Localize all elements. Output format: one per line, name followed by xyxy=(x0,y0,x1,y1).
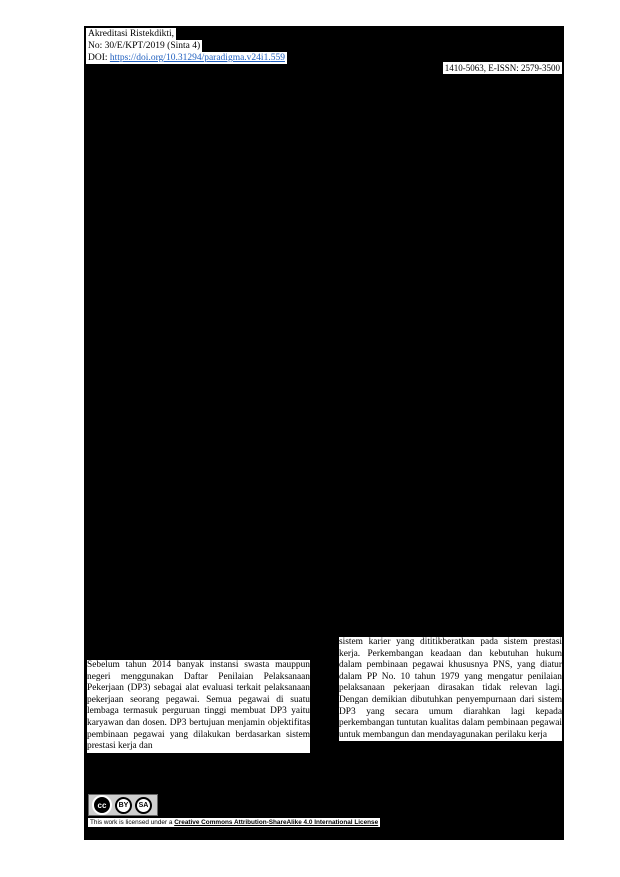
accreditation-number: No: 30/E/KPT/2019 (Sinta 4) xyxy=(88,41,201,51)
doi-line xyxy=(86,52,287,64)
left-column xyxy=(87,660,310,753)
cc-license-badge[interactable] xyxy=(88,794,158,816)
license-prefix: This work is licensed under a xyxy=(90,819,175,826)
right-column xyxy=(339,637,562,741)
sa-icon: SA xyxy=(135,797,152,814)
doi-link[interactable]: https://doi.org/10.31294/paradigma.v24i1. xyxy=(109,53,271,63)
license-line xyxy=(88,818,380,827)
by-icon: BY xyxy=(115,797,132,814)
left-paragraph: Sebelum tahun 2014 banyak instansi swasta mauppun negeri menggunakan Daftar Penilaian Pelaksanaan Pekerjaan (DP3) sebagai alat evaluasi terkait pelaksanaan pekerjaan seorang pegawai. Semua pegawai di suatu lembaga termasuk perguruan tinggi membuat DP3 yaitu karyawan dan dosen. DP3 bertujuan menjamin objektifitas pembinaan pegawai yang dilakukan berdasarkan sistem prestasi kerja dan xyxy=(87,660,310,752)
license-link[interactable]: Creative Commons Attribution-ShareAlike 4.0 International License xyxy=(174,819,379,826)
right-paragraph: sistem karier yang dititikberatkan pada sistem prestasi kerja. Perkembangan keadaan dan kebutuhan hukum dalam pembinaan pegawai khususnya PNS, yang diatur dalam PP No. 10 tahun 1979 yang mengatur penilaian pelaksanaan pekerjaan dirasakan tidak relevan lagi. Dengan demikian dibutuhkan penyempurnaan dari sistem DP3 yang secara umum diarahkan lagi kepada perkembangan tuntutan kualitas dalam pembinaan pegawai untuk membangun dan mendayagunakan perilaku kerja xyxy=(339,637,562,740)
accreditation-text: Akreditasi Ristekdikti, xyxy=(88,29,175,39)
issn-text: 1410-5063, E-ISSN: 2579-3500 xyxy=(444,63,560,73)
cc-icon: cc xyxy=(92,795,112,815)
doi-suffix-link[interactable]: 559 xyxy=(270,53,285,63)
doi-label: DOI: xyxy=(88,53,108,63)
